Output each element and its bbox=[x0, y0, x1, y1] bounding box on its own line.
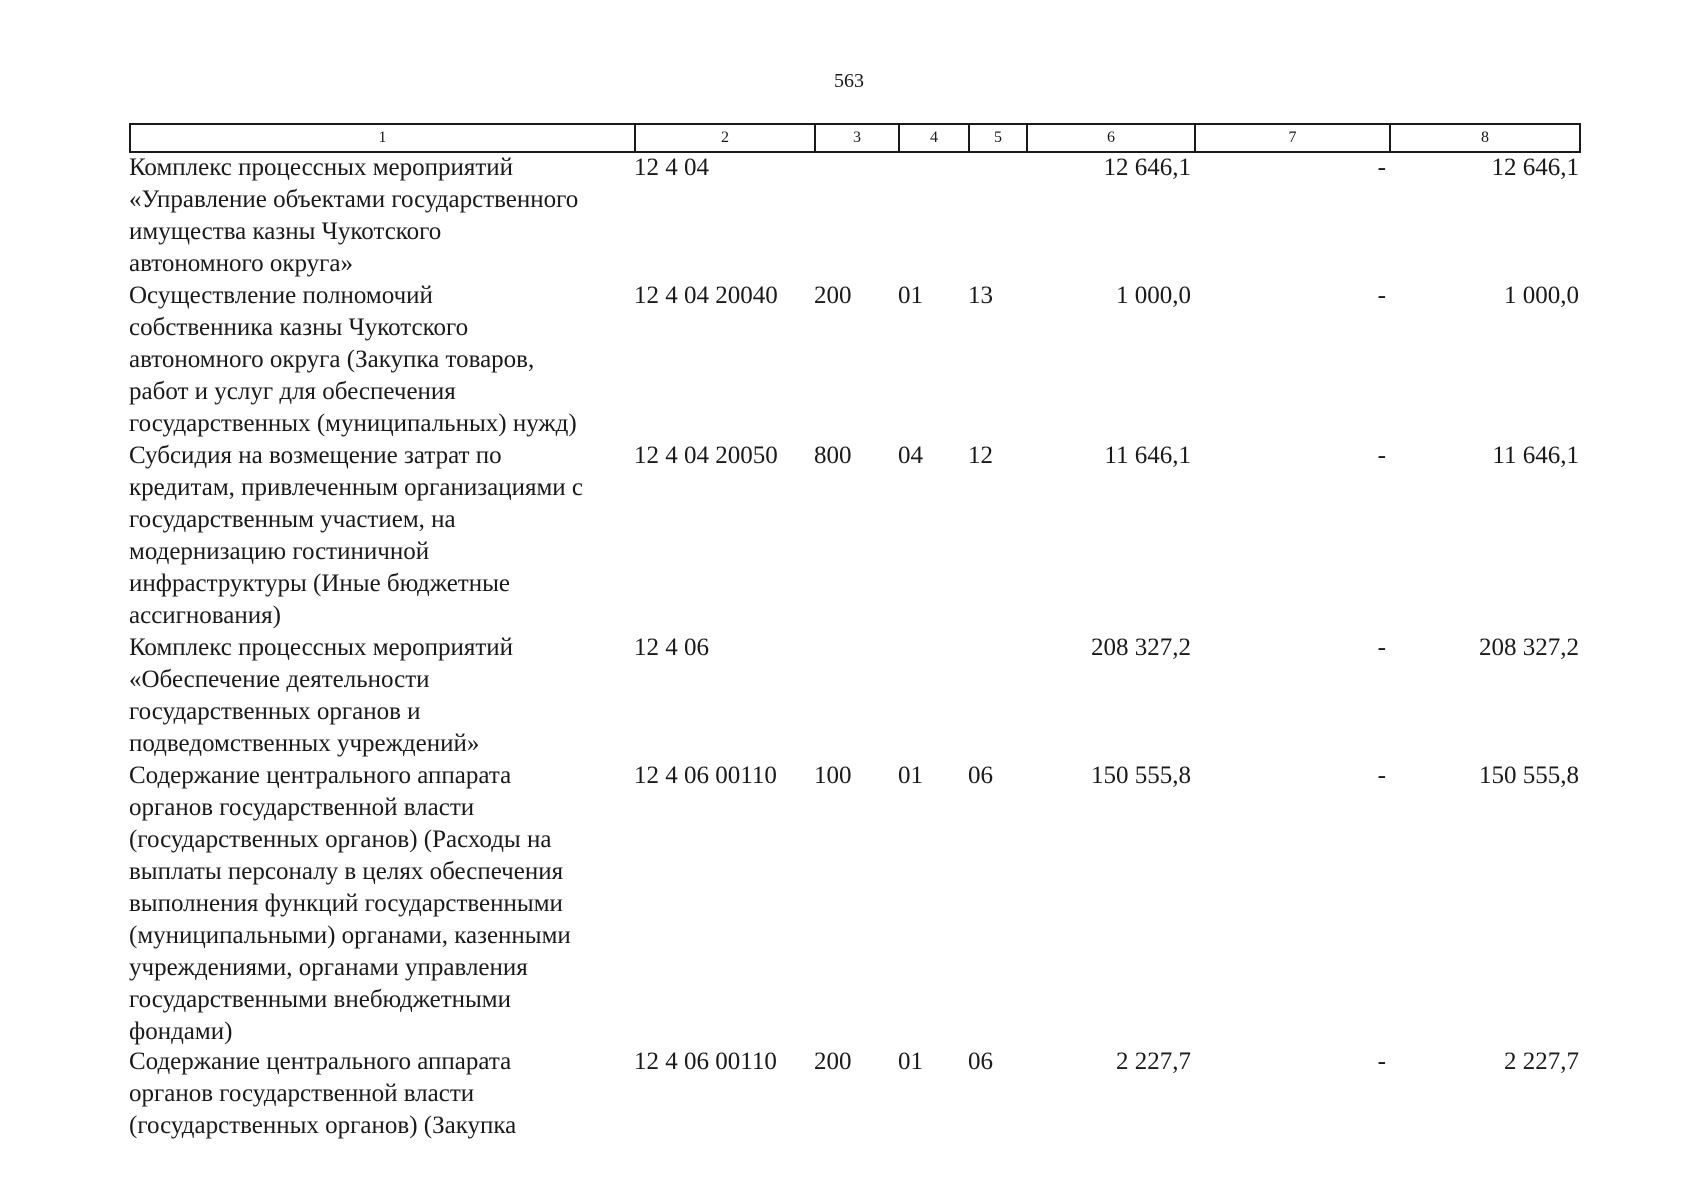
row-name-line: (государственных органов) (Расходы на bbox=[129, 826, 552, 853]
row-vr: 200 bbox=[814, 282, 852, 309]
row-sum: 1 000,0 bbox=[1116, 282, 1191, 309]
row-rz: 04 bbox=[898, 442, 923, 469]
row-name-line: фондами) bbox=[129, 1018, 233, 1045]
row-change: - bbox=[1377, 442, 1386, 469]
row-code: 12 4 04 bbox=[634, 154, 709, 181]
row-change: - bbox=[1377, 1048, 1386, 1075]
row-total: 12 646,1 bbox=[1491, 154, 1579, 181]
row-rz: 01 bbox=[898, 1048, 923, 1075]
row-change: - bbox=[1377, 154, 1386, 181]
row-name-line: государственных органов и bbox=[129, 698, 421, 725]
row-name-line: учреждениями, органами управления bbox=[129, 954, 528, 981]
row-total: 208 327,2 bbox=[1479, 634, 1579, 661]
row-name-line: инфраструктуры (Иные бюджетные bbox=[129, 570, 510, 597]
row-name-line: выплаты персоналу в целях обеспечения bbox=[129, 858, 564, 885]
row-rz: 01 bbox=[898, 762, 923, 789]
row-name-line: (государственных органов) (Закупка bbox=[129, 1112, 517, 1139]
header-col-2: 2 bbox=[635, 124, 815, 152]
header-col-4: 4 bbox=[899, 124, 969, 152]
row-name-line: кредитам, привлеченным организациями с bbox=[129, 474, 584, 501]
row-total: 1 000,0 bbox=[1504, 282, 1579, 309]
row-name-line: государственных (муниципальных) нужд) bbox=[129, 410, 577, 437]
row-name-line: работ и услуг для обеспечения bbox=[129, 378, 456, 405]
row-sum: 12 646,1 bbox=[1103, 154, 1191, 181]
row-name-line: (муниципальными) органами, казенными bbox=[129, 922, 571, 949]
header-col-3: 3 bbox=[815, 124, 899, 152]
row-name-line: Комплекс процессных мероприятий bbox=[129, 634, 514, 661]
row-total: 2 227,7 bbox=[1504, 1048, 1579, 1075]
row-name-line: автономного округа» bbox=[129, 250, 354, 277]
header-col-8: 8 bbox=[1390, 124, 1580, 152]
row-code: 12 4 04 20040 bbox=[634, 282, 778, 309]
row-sum: 11 646,1 bbox=[1104, 442, 1191, 469]
row-name-line: Содержание центрального аппарата bbox=[129, 1048, 512, 1075]
row-total: 150 555,8 bbox=[1479, 762, 1579, 789]
row-vr: 100 bbox=[814, 762, 852, 789]
row-name-line: Осуществление полномочий bbox=[129, 282, 433, 309]
row-name-line: собственника казны Чукотского bbox=[129, 314, 469, 341]
row-pr: 13 bbox=[968, 282, 993, 309]
row-sum: 150 555,8 bbox=[1091, 762, 1191, 789]
page-number: 563 bbox=[834, 70, 864, 92]
row-name-line: имущества казны Чукотского bbox=[129, 218, 442, 245]
header-col-7: 7 bbox=[1195, 124, 1390, 152]
row-code: 12 4 06 00110 bbox=[634, 1048, 777, 1075]
table-header bbox=[129, 123, 1581, 153]
row-name-line: подведомственных учреждений» bbox=[129, 730, 480, 757]
row-name-line: органов государственной власти bbox=[129, 1080, 475, 1107]
row-name-line: Комплекс процессных мероприятий bbox=[129, 154, 514, 181]
row-pr: 12 bbox=[968, 442, 993, 469]
header-col-5: 5 bbox=[969, 124, 1027, 152]
row-change: - bbox=[1377, 282, 1386, 309]
row-pr: 06 bbox=[968, 762, 993, 789]
row-rz: 01 bbox=[898, 282, 923, 309]
row-name-line: выполнения функций государственными bbox=[129, 890, 563, 917]
row-name-line: органов государственной власти bbox=[129, 794, 475, 821]
header-col-1: 1 bbox=[130, 124, 635, 152]
row-vr: 800 bbox=[814, 442, 852, 469]
row-pr: 06 bbox=[968, 1048, 993, 1075]
row-total: 11 646,1 bbox=[1492, 442, 1579, 469]
row-name-line: модернизацию гостиничной bbox=[129, 538, 430, 565]
row-name-line: ассигнования) bbox=[129, 602, 281, 629]
row-change: - bbox=[1377, 634, 1386, 661]
row-vr: 200 bbox=[814, 1048, 852, 1075]
row-sum: 2 227,7 bbox=[1116, 1048, 1191, 1075]
header-col-6: 6 bbox=[1027, 124, 1195, 152]
row-name-line: автономного округа (Закупка товаров, bbox=[129, 346, 535, 373]
row-name-line: государственными внебюджетными bbox=[129, 986, 512, 1013]
row-name-line: «Управление объектами государственного bbox=[129, 186, 579, 213]
row-code: 12 4 06 00110 bbox=[634, 762, 777, 789]
row-name-line: Содержание центрального аппарата bbox=[129, 762, 512, 789]
row-name-line: государственным участием, на bbox=[129, 506, 456, 533]
row-name-line: «Обеспечение деятельности bbox=[129, 666, 430, 693]
row-code: 12 4 04 20050 bbox=[634, 442, 778, 469]
row-name-line: Субсидия на возмещение затрат по bbox=[129, 442, 502, 469]
row-sum: 208 327,2 bbox=[1091, 634, 1191, 661]
row-code: 12 4 06 bbox=[634, 634, 709, 661]
row-change: - bbox=[1377, 762, 1386, 789]
